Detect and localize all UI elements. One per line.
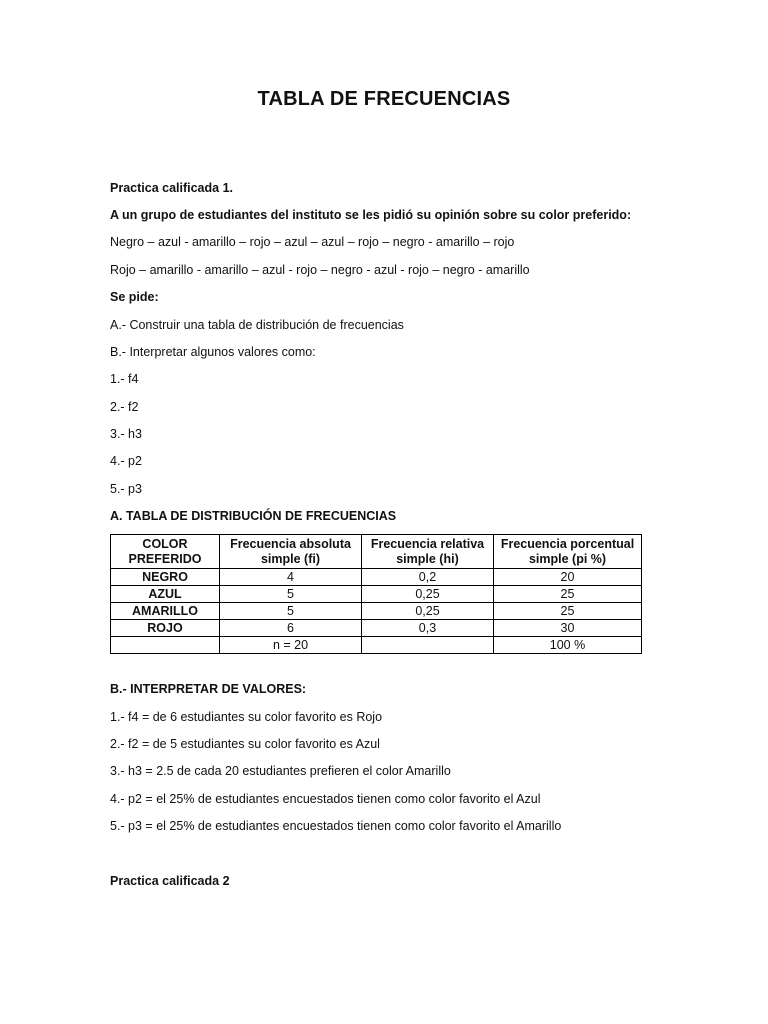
task-item: 2.- f2 [110,400,139,414]
header-line: Frecuencia porcentual [500,536,635,551]
table-cell-fi: 5 [220,586,362,603]
table-row [111,569,642,586]
task-item: 1.- f4 [110,372,139,386]
section-b-heading: B.- INTERPRETAR DE VALORES: [110,682,307,696]
table-cell-hi: 0,25 [362,586,494,603]
data-line-2: Rojo – amarillo - amarillo – azul - rojo – negro - azul - rojo – negro - amarillo [110,263,530,277]
table-cell-empty [362,637,494,654]
table-cell-fi: 6 [220,620,362,637]
interpretation-item: 2.- f2 = de 5 estudiantes su color favorito es Azul [110,737,380,751]
task-item: 3.- h3 [110,427,142,441]
header-line: Frecuencia relativa [370,536,485,551]
table-total-row [111,637,642,654]
table-cell-hi: 0,3 [362,620,494,637]
interpretation-item: 4.- p2 = el 25% de estudiantes encuestados tienen como color favorito el Azul [110,792,541,806]
practice2-heading: Practica calificada 2 [110,874,230,888]
task-item: 4.- p2 [110,454,142,468]
problem-prompt: A un grupo de estudiantes del instituto se les pidió su opinión sobre su color preferido: [110,208,632,222]
page-title: TABLA DE FRECUENCIAS [257,88,511,110]
table-cell-total-percent: 100 % [494,637,642,654]
table-row [111,586,642,603]
task-a: A.- Construir una tabla de distribución de frecuencias [110,318,404,332]
header-fi [220,535,362,569]
header-line: simple (hi) [396,551,459,566]
header-pi [494,535,642,569]
table-cell-total-n: n = 20 [220,637,362,654]
table-cell-color: AZUL [111,586,220,603]
table-cell-pi: 25 [494,586,642,603]
table-cell-color: AMARILLO [111,603,220,620]
se-pide-label: Se pide: [110,290,159,304]
header-line: COLOR [142,536,188,551]
table-cell-pi: 30 [494,620,642,637]
practice1-heading: Practica calificada 1. [110,181,233,195]
table-cell-empty [111,637,220,654]
table-cell-hi: 0,25 [362,603,494,620]
data-line-1: Negro – azul - amarillo – rojo – azul – azul – rojo – negro - amarillo – rojo [110,235,515,249]
interpretation-item: 5.- p3 = el 25% de estudiantes encuestados tienen como color favorito el Amarillo [110,819,562,833]
frequency-table [110,534,642,654]
header-line: simple (fi) [260,551,321,566]
interpretation-item: 1.- f4 = de 6 estudiantes su color favorito es Rojo [110,710,383,724]
table-row [111,603,642,620]
header-line: Frecuencia absoluta [230,536,351,551]
table-row [111,620,642,637]
table-header-row [111,535,642,569]
interpretation-item: 3.- h3 = 2.5 de cada 20 estudiantes prefieren el color Amarillo [110,764,451,778]
table-cell-pi: 25 [494,603,642,620]
table-cell-color: NEGRO [111,569,220,586]
header-line: simple (pi %) [528,551,607,566]
task-item: 5.- p3 [110,482,142,496]
table-cell-color: ROJO [111,620,220,637]
table-cell-fi: 5 [220,603,362,620]
table-cell-fi: 4 [220,569,362,586]
task-b: B.- Interpretar algunos valores como: [110,345,316,359]
header-color [111,535,220,569]
header-hi [362,535,494,569]
header-line: PREFERIDO [128,551,202,566]
table-cell-hi: 0,2 [362,569,494,586]
section-a-heading: A. TABLA DE DISTRIBUCIÓN DE FRECUENCIAS [110,509,397,523]
table-cell-pi: 20 [494,569,642,586]
